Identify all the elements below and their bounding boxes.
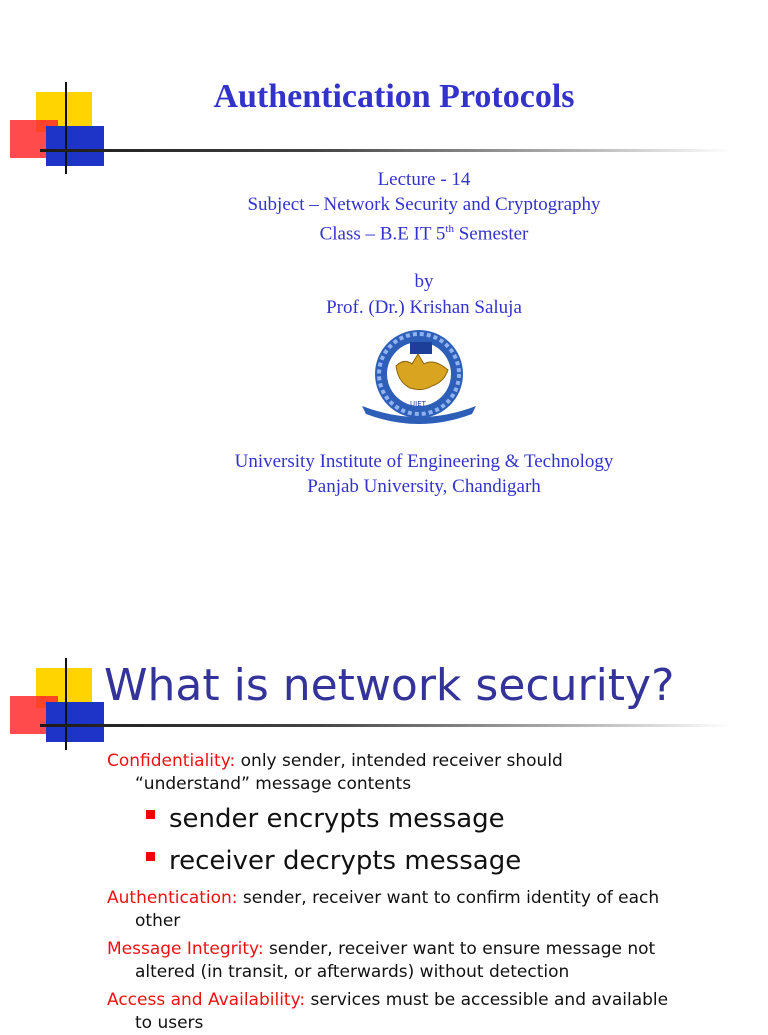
term-label: Message Integrity: [107,939,264,959]
definition-message-integrity: Message Integrity: sender, receiver want to ensure message not altered (in transit, or afterwards) without detection [107,939,656,982]
slide-title: Authentication Protocols [213,78,575,115]
bullet-item: receiver decrypts message [146,846,521,876]
bullet-item: sender encrypts message [146,804,505,834]
definition-authentication: Authentication: sender, receiver want to confirm identity of each other [107,888,660,931]
subject-line: Subject – Network Security and Cryptography [247,194,601,215]
corner-decoration [0,658,120,758]
definition-confidentiality: Confidentiality: only sender, intended receiver should “understand” message contents [107,751,563,794]
title-underline [40,149,730,152]
professor-name: Prof. (Dr.) Krishan Saluja [326,297,522,318]
bullet-square-icon [146,852,155,861]
by-label: by [414,271,434,292]
class-line: Class – B.E IT 5th Semester [319,223,529,245]
definition-access-availability: Access and Availability: services must be accessible and available to users [107,990,669,1033]
term-label: Authentication: [107,888,238,908]
logo-text: UIET [410,400,426,408]
term-label: Access and Availability: [107,990,306,1010]
institute-name: University Institute of Engineering & Technology [234,451,614,472]
title-underline [40,724,730,727]
bullet-square-icon [146,810,155,819]
term-label: Confidentiality: [107,751,236,771]
content-slide [0,640,768,1033]
university-name: Panjab University, Chandigarh [307,476,541,497]
lecture-number: Lecture - 14 [377,169,471,190]
uiet-logo-icon [352,328,486,426]
slide-title: What is network security? [104,660,675,711]
